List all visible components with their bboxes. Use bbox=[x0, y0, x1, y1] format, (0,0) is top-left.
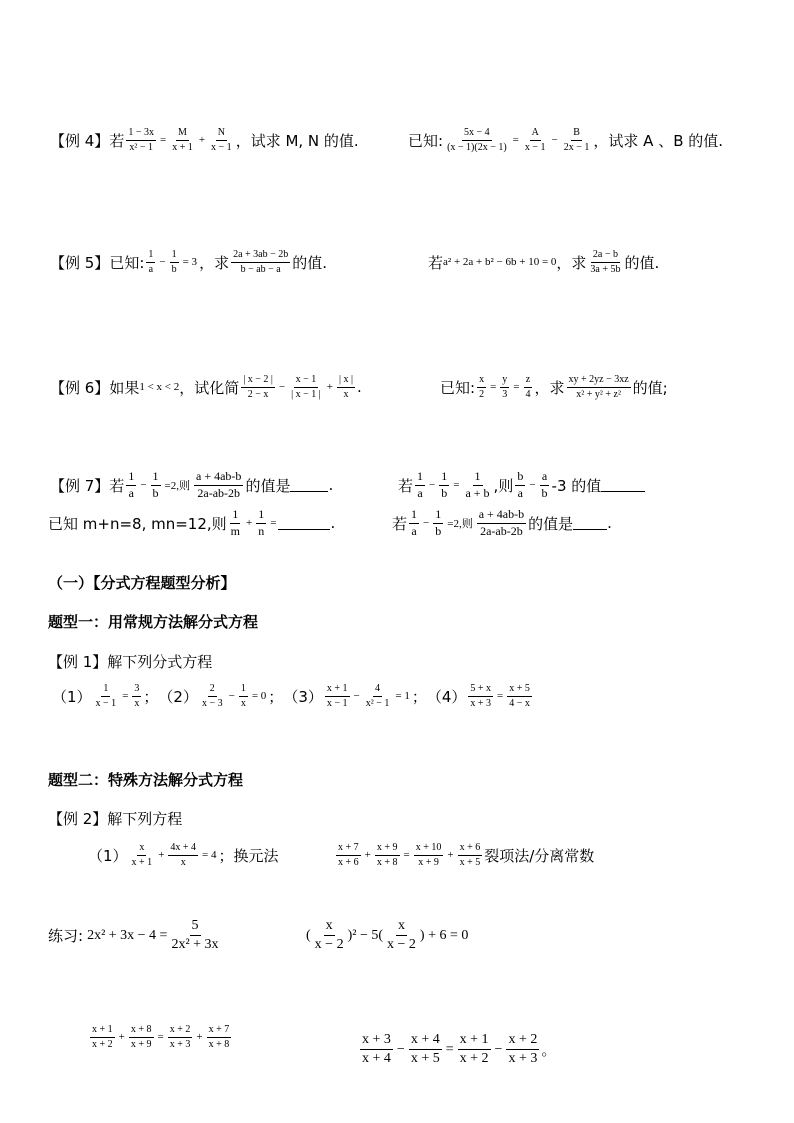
fraction: $\frac{xy + 2yz - 3xz}{\text{x² + y² + z²}}$ bbox=[568, 374, 629, 400]
answer-blank[interactable] bbox=[573, 517, 607, 530]
fraction: $\frac{5 + x}{x + 3}$ bbox=[470, 683, 492, 709]
example-7-question-4: 若 $\frac{1}{a}$ − $\frac{1}{b}$ =2,则 $\frac{a + 4ab-b}{2a-ab-2b}$ 的值是 . bbox=[392, 507, 612, 538]
fraction: $\frac{1}{m}$ bbox=[230, 507, 240, 538]
practice-4: $\frac{x + 3}{x + 4}$ − $\frac{x + 4}{x + 5}$ = $\frac{x + 1}{x + 2}$ − $\frac{x + 2}{x + 3}$ 。 bbox=[362, 1032, 557, 1067]
fraction: $\frac{x + 1}{x + 2}$ bbox=[459, 1032, 489, 1067]
fraction: $\frac{x + 7}{x + 8}$ bbox=[208, 1024, 230, 1050]
equation: = bbox=[270, 517, 277, 530]
text: 如果 bbox=[109, 378, 140, 397]
text: 若 bbox=[428, 253, 444, 272]
text: . bbox=[607, 514, 612, 533]
text: ，试求 M, N 的值. bbox=[235, 131, 359, 150]
fraction: $\frac{y}{3}$ bbox=[502, 374, 508, 400]
text: 若 bbox=[109, 476, 125, 495]
fraction: $\frac{x}{x - 2}$ bbox=[387, 918, 416, 953]
example-6-question-2: 已知: $\frac{x}{2}$ = $\frac{y}{3}$ = $\frac{z}{4}$ ，求 $\frac{xy + 2yz - 3xz}{\text{x² + y² + z²}}$ 的值; bbox=[440, 374, 668, 400]
text: 的值是 bbox=[245, 476, 291, 495]
separator: ； bbox=[268, 687, 284, 706]
answer-blank[interactable] bbox=[601, 479, 645, 492]
text: 若 bbox=[392, 514, 408, 533]
type-1-problems: （1） $\frac{1}{x - 1}$ = $\frac{3}{x}$ ； （2） $\frac{2}{x - 3}$ − $\frac{1}{x}$ = 0 ； （3） $\frac{x + 1}{x - 1}$ − $\frac{4}{\text{x² − 1}}$ = 1 ； （4） $\frac{5 + x}{x + 3}$ = $\frac{x + 5}{4 - x}$ bbox=[52, 683, 530, 709]
equation: = 3 bbox=[182, 256, 198, 268]
equation: a² + 2a + b² − 6b + 10 = 0 bbox=[443, 256, 557, 268]
fraction: $\frac{a + 4ab-b}{2a-ab-2b}$ bbox=[196, 469, 242, 500]
fraction: $\frac{a}{b}$ bbox=[541, 469, 548, 500]
text: ,则 bbox=[493, 476, 514, 495]
example-7-question-1: 【例 7】 若 $\frac{1}{a}$ − $\frac{1}{b}$ =2,则 $\frac{a + 4ab-b}{2a-ab-2b}$ 的值是 . bbox=[50, 469, 334, 500]
fraction: $\frac{x + 3}{x + 4}$ bbox=[362, 1032, 391, 1067]
text: 若 bbox=[398, 476, 414, 495]
fraction: $\frac{A}{x - 1}$ bbox=[524, 127, 546, 153]
fraction: $\frac{x + 10}{x + 9}$ bbox=[415, 842, 442, 868]
fraction: $\frac{1}{x}$ bbox=[240, 683, 246, 709]
fraction: $\frac{x}{2}$ bbox=[479, 374, 485, 400]
fraction: $\frac{1 - 3x}{\text{x² − 1}}$ bbox=[128, 127, 154, 153]
practice-3: $\frac{x + 1}{x + 2}$ + $\frac{x + 8}{x + 9}$ = $\frac{x + 2}{x + 3}$ + $\frac{x + 7}{x + 8}$ bbox=[92, 1024, 230, 1050]
equation: = 1 bbox=[395, 690, 410, 702]
fraction: $\frac{3}{x}$ bbox=[134, 683, 140, 709]
fraction: $\frac{2a - b}{3a + 5b}$ bbox=[590, 249, 621, 275]
practice-label: 练习: bbox=[48, 927, 84, 946]
fraction: $\frac{1}{x - 1}$ bbox=[95, 683, 117, 709]
fraction: $\frac{| x |}{x}$ bbox=[339, 374, 354, 400]
equation: 2x² + 3x − 4 = bbox=[87, 927, 168, 943]
fraction: $\frac{1}{b}$ bbox=[435, 507, 442, 538]
fraction: $\frac{| x - 2 |}{2 - x}$ bbox=[243, 374, 273, 400]
fraction: $\frac{1}{a + b}$ bbox=[465, 469, 490, 500]
fraction: $\frac{N}{x - 1}$ bbox=[211, 127, 232, 153]
problem-index: （1） bbox=[52, 687, 92, 706]
type-2-problem-1: （1） $\frac{x}{x + 1}$ + $\frac{4x + 4}{x}$ = 4 ；换元法 bbox=[88, 842, 279, 868]
text: ，求 bbox=[534, 378, 565, 397]
fraction: $\frac{z}{4}$ bbox=[525, 374, 531, 400]
answer-blank[interactable] bbox=[290, 479, 328, 492]
method-note: ；换元法 bbox=[218, 846, 279, 865]
example-5-label: 【例 5】 bbox=[50, 253, 110, 272]
text: 已知 m+n=8, mn=12,则 bbox=[48, 514, 227, 533]
problem-index: （4） bbox=[426, 687, 467, 706]
example-6-question-1: 【例 6】 如果 1 < x < 2 ，试化简 $\frac{| x - 2 |}{2 - x}$ − $\frac{x - 1}{| x - 1 |}$ + $\frac{| x |}{x}$ . bbox=[50, 374, 362, 400]
example-4-question-2: 已知: $\frac{5x - 4}{(x - 1)(2x - 1)}$ = $\frac{A}{x - 1}$ − $\frac{B}{2x - 1}$ ，试求 A 、B 的值. bbox=[408, 127, 724, 153]
fraction: $\frac{x + 2}{x + 3}$ bbox=[169, 1024, 191, 1050]
text: 已知: bbox=[408, 131, 444, 150]
fraction: $\frac{B}{2x - 1}$ bbox=[563, 127, 590, 153]
fraction: $\frac{x + 6}{x + 5}$ bbox=[459, 842, 481, 868]
fraction: $\frac{1}{a}$ bbox=[148, 249, 154, 275]
fraction: $\frac{x + 8}{x + 9}$ bbox=[130, 1024, 152, 1050]
text: 已知: bbox=[440, 378, 476, 397]
equation: =2,则 bbox=[447, 518, 473, 531]
text: 若 bbox=[109, 131, 125, 150]
fraction: $\frac{b}{a}$ bbox=[517, 469, 524, 500]
separator: ； bbox=[411, 687, 427, 706]
example-4-question-1: 【例 4】 若 $\frac{1 - 3x}{\text{x² − 1}}$ = $\frac{M}{x + 1}$ + $\frac{N}{x - 1}$ ，试求 M, N 的值. bbox=[50, 127, 359, 153]
fraction: $\frac{4}{\text{x² − 1}}$ bbox=[365, 683, 390, 709]
text: ，试化简 bbox=[179, 378, 240, 397]
fraction: $\frac{x + 1}{x + 2}$ bbox=[92, 1024, 113, 1050]
example-7-label: 【例 7】 bbox=[50, 476, 110, 495]
text: 的值; bbox=[632, 378, 668, 397]
text: 的值. bbox=[292, 253, 328, 272]
text: ，求 bbox=[556, 253, 587, 272]
fraction: $\frac{x}{x + 1}$ bbox=[131, 842, 153, 868]
type-2-problem-2: $\frac{x + 7}{x + 6}$ + $\frac{x + 9}{x + 8}$ = $\frac{x + 10}{x + 9}$ + $\frac{x + 6}{x + 5}$ 裂项法/分离常数 bbox=[338, 842, 595, 868]
fraction: $\frac{5}{\text{2x² + 3x}}$ bbox=[171, 918, 219, 953]
fraction: $\frac{1}{b}$ bbox=[171, 249, 177, 275]
practice-1 bbox=[48, 918, 223, 953]
fraction: $\frac{x + 1}{x - 1}$ bbox=[326, 683, 348, 709]
type-2-example-label: 【例 2】解下列方程 bbox=[48, 810, 183, 828]
fraction: $\frac{1}{a}$ bbox=[411, 507, 418, 538]
text: ，试求 A 、B 的值. bbox=[593, 131, 724, 150]
answer-blank[interactable] bbox=[278, 517, 330, 530]
method-note: 裂项法/分离常数 bbox=[484, 846, 595, 865]
example-4-label: 【例 4】 bbox=[50, 131, 110, 150]
equation: = 0 bbox=[251, 690, 267, 702]
fraction: $\frac{2a + 3ab - 2b}{b - ab - a}$ bbox=[233, 249, 289, 275]
fraction: $\frac{x + 9}{x + 8}$ bbox=[376, 842, 398, 868]
fraction: $\frac{1}{b}$ bbox=[152, 469, 159, 500]
fraction: $\frac{x + 7}{x + 6}$ bbox=[338, 842, 359, 868]
fraction: $\frac{1}{a}$ bbox=[417, 469, 424, 500]
fraction: $\frac{5x - 4}{(x - 1)(2x - 1)}$ bbox=[447, 127, 507, 153]
equation: = 4 bbox=[202, 849, 217, 861]
practice-2: ( $\frac{x}{x - 2}$ )² − 5( $\frac{x}{x - 2}$ ) + 6 = 0 bbox=[306, 918, 469, 953]
text: 。 bbox=[541, 1041, 557, 1060]
example-6-label: 【例 6】 bbox=[50, 378, 110, 397]
fraction: $\frac{1}{a}$ bbox=[128, 469, 135, 500]
text: 的值. bbox=[624, 253, 660, 272]
text: . bbox=[328, 476, 334, 495]
fraction: $\frac{2}{x - 3}$ bbox=[201, 683, 223, 709]
fraction: $\frac{a + 4ab-b}{2a-ab-2b}$ bbox=[478, 507, 525, 538]
section-title: （一）【分式方程题型分析】 bbox=[48, 574, 236, 592]
problem-index: （3） bbox=[283, 687, 323, 706]
separator: ； bbox=[143, 687, 159, 706]
example-7-question-3: 已知 m+n=8, mn=12,则 $\frac{1}{m}$ + $\frac{1}{n}$ = . bbox=[48, 507, 336, 538]
fraction: $\frac{x - 1}{| x - 1 |}$ bbox=[291, 374, 321, 400]
fraction: $\frac{x + 2}{x + 3}$ bbox=[508, 1032, 538, 1067]
condition: 1 < x < 2 bbox=[139, 381, 180, 393]
equation: =2,则 bbox=[164, 480, 191, 493]
problem-index: （2） bbox=[158, 687, 198, 706]
fraction: $\frac{x + 5}{4 - x}$ bbox=[509, 683, 530, 709]
text: 已知: bbox=[109, 253, 145, 272]
type-1-title: 题型一：用常规方法解分式方程 bbox=[48, 613, 259, 631]
fraction: $\frac{x + 4}{x + 5}$ bbox=[410, 1032, 440, 1067]
text: -3 的值 bbox=[551, 476, 602, 495]
type-2-title: 题型二：特殊方法解分式方程 bbox=[48, 771, 244, 789]
fraction: $\frac{M}{x + 1}$ bbox=[172, 127, 193, 153]
text: ，求 bbox=[199, 253, 230, 272]
fraction: $\frac{1}{n}$ bbox=[258, 507, 265, 538]
fraction: $\frac{1}{b}$ bbox=[441, 469, 448, 500]
type-1-example-label: 【例 1】解下列分式方程 bbox=[48, 653, 213, 671]
example-5-question-2 bbox=[428, 249, 659, 275]
problem-index: （1） bbox=[88, 846, 128, 865]
text: . bbox=[357, 378, 362, 396]
example-5-question-1: 【例 5】 已知: $\frac{1}{a}$ − $\frac{1}{b}$ = 3 ，求 $\frac{2a + 3ab - 2b}{b - ab - a}$ 的值. bbox=[50, 249, 328, 275]
text: . bbox=[330, 514, 336, 533]
fraction: $\frac{x}{x - 2}$ bbox=[314, 918, 344, 953]
example-7-question-2: 若 $\frac{1}{a}$ − $\frac{1}{b}$ = $\frac{1}{a + b}$ ,则 $\frac{b}{a}$ − $\frac{a}{b}$ -3 的值 bbox=[398, 470, 645, 501]
fraction: $\frac{4x + 4}{x}$ bbox=[170, 842, 197, 868]
text: 的值是 bbox=[528, 514, 574, 533]
